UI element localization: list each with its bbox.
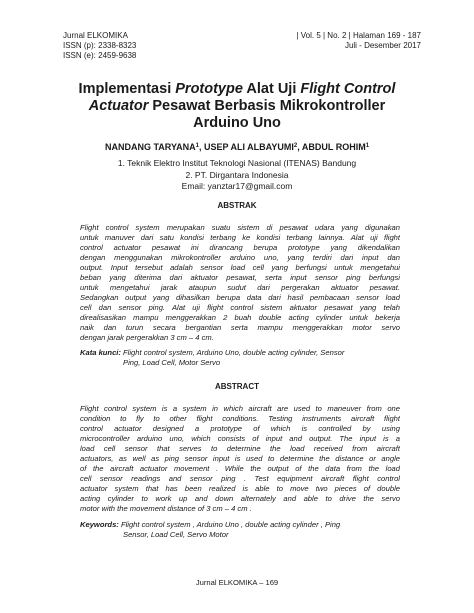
abstrak-line: output. Input tersebut adalah sensor load cell yang berfungsi untuk mengetahui bbox=[80, 263, 400, 272]
abstrak-line: dengan menggunakan mikrokontroller arduino uno, yang terdiri dari input dan bbox=[80, 253, 400, 262]
journal-header-right bbox=[296, 31, 421, 51]
keywords bbox=[80, 520, 400, 540]
issn-electronic: ISSN (e): 2459-9638 bbox=[63, 51, 137, 60]
author-affil-mark: 2 bbox=[293, 143, 298, 149]
abstrak-line: naik dan turun secara bergantian serta mampu menggerakkan motor servo bbox=[80, 323, 400, 332]
abstrak-line: cell dan sensor ping. Alat uji flight control sistem aktuator pesawat yang telah bbox=[80, 303, 400, 312]
abstrak-heading: ABSTRAK bbox=[217, 201, 257, 210]
keywords-label: Keywords: bbox=[80, 520, 119, 529]
kata-kunci bbox=[80, 348, 400, 368]
abstrak-line: untuk mengetahui jarak ataupun sudut dari pergerakan aktuator pesawat. bbox=[80, 283, 400, 292]
author-affil-mark: 1 bbox=[365, 143, 370, 149]
abstract-line: Flight control system is a system in which aircraft are used to maneuver from one bbox=[80, 404, 400, 413]
affiliation-1: 1. Teknik Elektro Institut Teknologi Nasional (ITENAS) Bandung bbox=[117, 158, 357, 168]
kata-kunci-text-cont: Ping, Load Cell, Motor Servo bbox=[123, 358, 221, 367]
volume-info: | Vol. 5 | No. 2 | Halaman 169 - 187 bbox=[296, 31, 421, 40]
journal-header-left bbox=[63, 31, 136, 61]
abstrak-line: control actuator pesawat ini dirancang berupa prototype yang dikendalikan bbox=[80, 243, 400, 252]
abstract-line: condition to fly to other flight conditions. Testing instruments aircraft flight bbox=[80, 414, 400, 423]
page-footer: Jurnal ELKOMIKA – 169 bbox=[195, 578, 279, 587]
affiliations bbox=[60, 158, 414, 193]
issn-print: ISSN (p): 2338-8323 bbox=[63, 41, 137, 50]
title-line-3: Arduino Uno bbox=[193, 115, 281, 131]
abstrak-line: direalisasikan mampu menggerakkan 2 buah double acting cylinder untuk bekerja bbox=[80, 313, 400, 322]
author-name: , USEP ALI ALBAYUMI bbox=[198, 142, 294, 152]
title-line-2 bbox=[40, 98, 434, 115]
abstract-line: control actuator designed a prototype of which is controlled by using bbox=[80, 424, 400, 433]
author-name: NANDANG TARYANA bbox=[104, 142, 196, 152]
contact-email: Email: yanztar17@gmail.com bbox=[181, 181, 293, 191]
abstrak-line: dengan jarak pergerakkan 3 cm – 4 cm. bbox=[80, 333, 214, 342]
abstract-line: load cell sensor that serves to determine the load received from aircraft bbox=[80, 444, 400, 453]
abstract-line: of the aircraft actuator movement . While the output of the data from the load bbox=[80, 464, 400, 473]
author-list bbox=[40, 141, 434, 153]
title-part: Implementasi bbox=[78, 81, 176, 97]
affiliation-2: 2. PT. Dirgantara Indonesia bbox=[185, 169, 289, 180]
paper-title bbox=[40, 81, 434, 132]
kata-kunci-label: Kata kunci: bbox=[80, 348, 121, 357]
abstract-line: microcontroller arduino uno, which consists of input and output. The input is a bbox=[80, 434, 400, 443]
title-part-italic: Prototype bbox=[175, 81, 243, 97]
title-part-italic: Flight Control bbox=[300, 81, 396, 97]
title-line-1 bbox=[40, 81, 434, 98]
abstrak-line: beban yang diterima dari aktuator pesawat, serta input sensor ping berfungsi bbox=[80, 273, 400, 282]
abstrak-line: untuk manuver dari satu kondisi terbang ke kondisi terbang lainnya. Alat uji flight bbox=[80, 233, 400, 242]
abstrak-line: Sedangkan output yang dihasilkan berupa data dari hasil pembacaan sensor load bbox=[80, 293, 400, 302]
author-name: , ABDUL ROHIM bbox=[297, 142, 366, 152]
title-part: Alat Uji bbox=[242, 81, 301, 97]
abstrak-body bbox=[80, 223, 400, 343]
abstract-line: actuator system that has been realized is able to move two pieces of double bbox=[80, 484, 400, 493]
abstract-heading: ABSTRACT bbox=[215, 382, 259, 391]
kata-kunci-text: Flight control system, Arduino Uno, double acting cylinder, Sensor bbox=[120, 348, 345, 357]
abstract-body bbox=[80, 404, 400, 514]
abstract-line: actuators, as well as ping sensor input is used to determine the distance or angle bbox=[80, 454, 400, 463]
title-part-italic: Actuator bbox=[88, 98, 149, 114]
abstract-line: motor with the movement distance of 3 cm – 4 cm . bbox=[80, 504, 252, 513]
keywords-text-cont: Sensor, Load Cell, Servo Motor bbox=[123, 530, 229, 539]
abstract-line: cell sensor readings and sensor ping . Test equipment aircraft flight control bbox=[80, 474, 400, 483]
author-affil-mark: 1 bbox=[195, 143, 199, 149]
title-part: Pesawat Berbasis Mikrokontroller bbox=[148, 98, 386, 114]
journal-name: Jurnal ELKOMIKA bbox=[63, 31, 128, 40]
issue-date: Juli - Desember 2017 bbox=[344, 41, 421, 50]
abstrak-line: Flight control system merupakan suatu sistem di pesawat udara yang digunakan bbox=[80, 223, 400, 232]
abstract-line: acting cylinder to work up and down alternately and able to drive the servo bbox=[80, 494, 400, 503]
keywords-text: Flight control system , Arduino Uno , double acting cylinder , Ping bbox=[118, 520, 341, 529]
